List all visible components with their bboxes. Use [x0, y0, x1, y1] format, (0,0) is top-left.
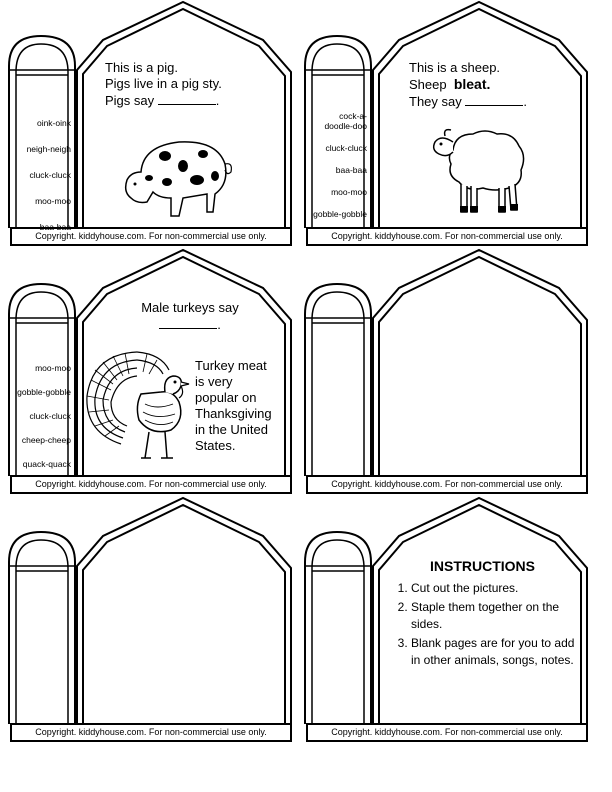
fact-line: Thanksgiving [195, 406, 272, 421]
option-item: quack-quack [22, 459, 71, 469]
barn-frame [303, 248, 591, 494]
turkey-options [11, 356, 71, 476]
sheep-card [303, 0, 591, 246]
pig-card [7, 0, 295, 246]
sheep-say: They say [409, 94, 462, 109]
option-item: baa-baa [39, 222, 71, 232]
option-item: gobble-gobble [17, 387, 71, 397]
pig-options [11, 110, 71, 240]
pig-text [105, 60, 285, 109]
turkey-question [105, 300, 275, 333]
turkey-fact [195, 358, 293, 454]
fact-line: in the United [195, 422, 268, 437]
pig-line-2: Pigs live in a pig sty. [105, 76, 222, 91]
copyright-text: Copyright. kiddyhouse.com. For non-commercial use only. [331, 231, 563, 241]
sheep-line-2 [409, 76, 587, 93]
copyright-text: Copyright. kiddyhouse.com. For non-commercial use only. [35, 231, 267, 241]
instruction-step: 3. Blank pages are for you to add in other animals, songs, notes. [411, 635, 580, 669]
period: . [215, 93, 220, 108]
instruction-step: 1. Cut out the pictures. [411, 580, 580, 597]
copyright-text: Copyright. kiddyhouse.com. For non-commercial use only. [331, 479, 563, 489]
option-item: moo-moo [35, 363, 71, 373]
copyright-text: Copyright. kiddyhouse.com. For non-commercial use only. [35, 479, 267, 489]
copyright-text: Copyright. kiddyhouse.com. For non-commercial use only. [331, 727, 563, 737]
option-item: baa-baa [335, 165, 367, 175]
instructions-list [385, 580, 580, 669]
sheep-line-2-prefix: Sheep [409, 77, 447, 92]
turkey-question-text: Male turkeys say [141, 300, 239, 315]
sheep-picture [423, 120, 533, 220]
answer-blank[interactable] [465, 93, 523, 106]
instructions-card [303, 496, 591, 742]
option-item: cheep-cheep [21, 435, 71, 445]
sheep-options [307, 105, 367, 225]
pig-line-3 [105, 92, 285, 109]
copyright-text: Copyright. kiddyhouse.com. For non-commercial use only. [35, 727, 267, 737]
fact-line: is very [195, 374, 233, 389]
option-item: cluck-cluck [29, 170, 71, 180]
option-item: cock-a-doodle-doo [324, 111, 367, 131]
option-item: oink-oink [36, 118, 71, 128]
barn-frame [7, 496, 295, 742]
turkey-picture [81, 340, 193, 472]
fact-line: popular on [195, 390, 257, 405]
pig-picture [119, 132, 239, 222]
period: . [523, 94, 527, 109]
sheep-line-1: This is a sheep. [409, 60, 501, 75]
turkey-question-blank [105, 316, 275, 333]
option-item: cluck-cluck [29, 411, 71, 421]
fact-line: Turkey meat [195, 358, 267, 373]
instructions [385, 558, 580, 671]
pig-line-1: This is a pig. [105, 60, 178, 75]
answer-blank[interactable] [159, 316, 217, 329]
instructions-title: INSTRUCTIONS [430, 558, 535, 574]
option-item: cluck-cluck [325, 143, 367, 153]
sheep-bleat-word: bleat. [453, 76, 491, 92]
blank-card-1 [303, 248, 591, 494]
sheep-text [409, 60, 587, 110]
turkey-card [7, 248, 295, 494]
option-item: moo-moo [35, 196, 71, 206]
option-item: moo-moo [331, 187, 367, 197]
sheep-line-3 [409, 93, 587, 110]
fact-line: States. [195, 438, 236, 453]
option-item: gobble-gobble [313, 209, 367, 219]
answer-blank[interactable] [158, 92, 216, 105]
option-item: neigh-neigh [26, 144, 71, 154]
blank-card-2 [7, 496, 295, 742]
period: . [217, 317, 221, 332]
pig-say: Pigs say [105, 93, 155, 108]
instruction-step: 2. Staple them together on the sides. [411, 599, 580, 633]
